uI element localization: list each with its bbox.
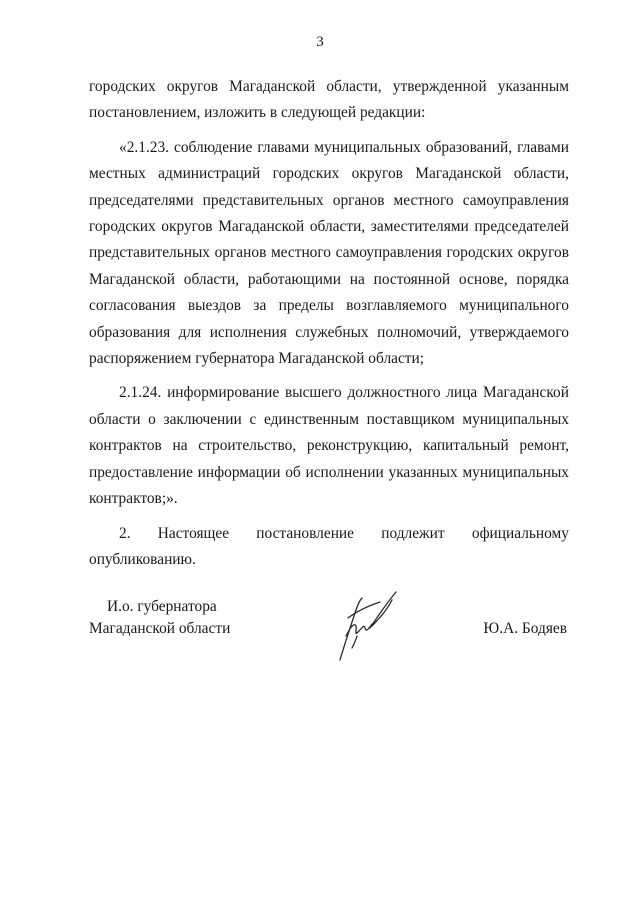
signatory-name: Ю.А. Бодяев bbox=[483, 620, 567, 637]
document-body bbox=[89, 74, 569, 581]
handwritten-signature bbox=[330, 588, 410, 668]
paragraph-publication: 2. Настоящее постановление подлежит официальному опубликованию. bbox=[89, 524, 569, 568]
signature-block bbox=[89, 598, 569, 678]
paragraph-intro: городских округов Магаданской области, утвержденной указанным постановлением, изложить в следующей редакции: bbox=[89, 78, 569, 122]
page-number: 3 bbox=[316, 34, 324, 50]
signatory-role: И.о. губернатора bbox=[107, 598, 217, 615]
paragraph-2-1-23: «2.1.23. соблюдение главами муниципальных образований, главами местных администраций городских округов Магаданской области, председателями представительных органов местного самоуправления городских округов Магаданской области, заместителями председателей представительных органов местного самоуправления городских округов Магаданской области, работающими на постоянной основе, порядка согласования выездов за пределы возглавляемого муниципального образования для исполнения служебных полномочий, утверждаемого распоряжением губернатора Магаданской области; bbox=[89, 138, 569, 368]
paragraph-2-1-24: 2.1.24. информирование высшего должностного лица Магаданской области о заключении с единственным поставщиком муниципальных контрактов на строительство, реконструкцию, капитальный ремонт, предоставление информации об исполнении указанных муниципальных контрактов;». bbox=[89, 384, 569, 508]
signatory-region: Магаданской области bbox=[89, 620, 231, 637]
